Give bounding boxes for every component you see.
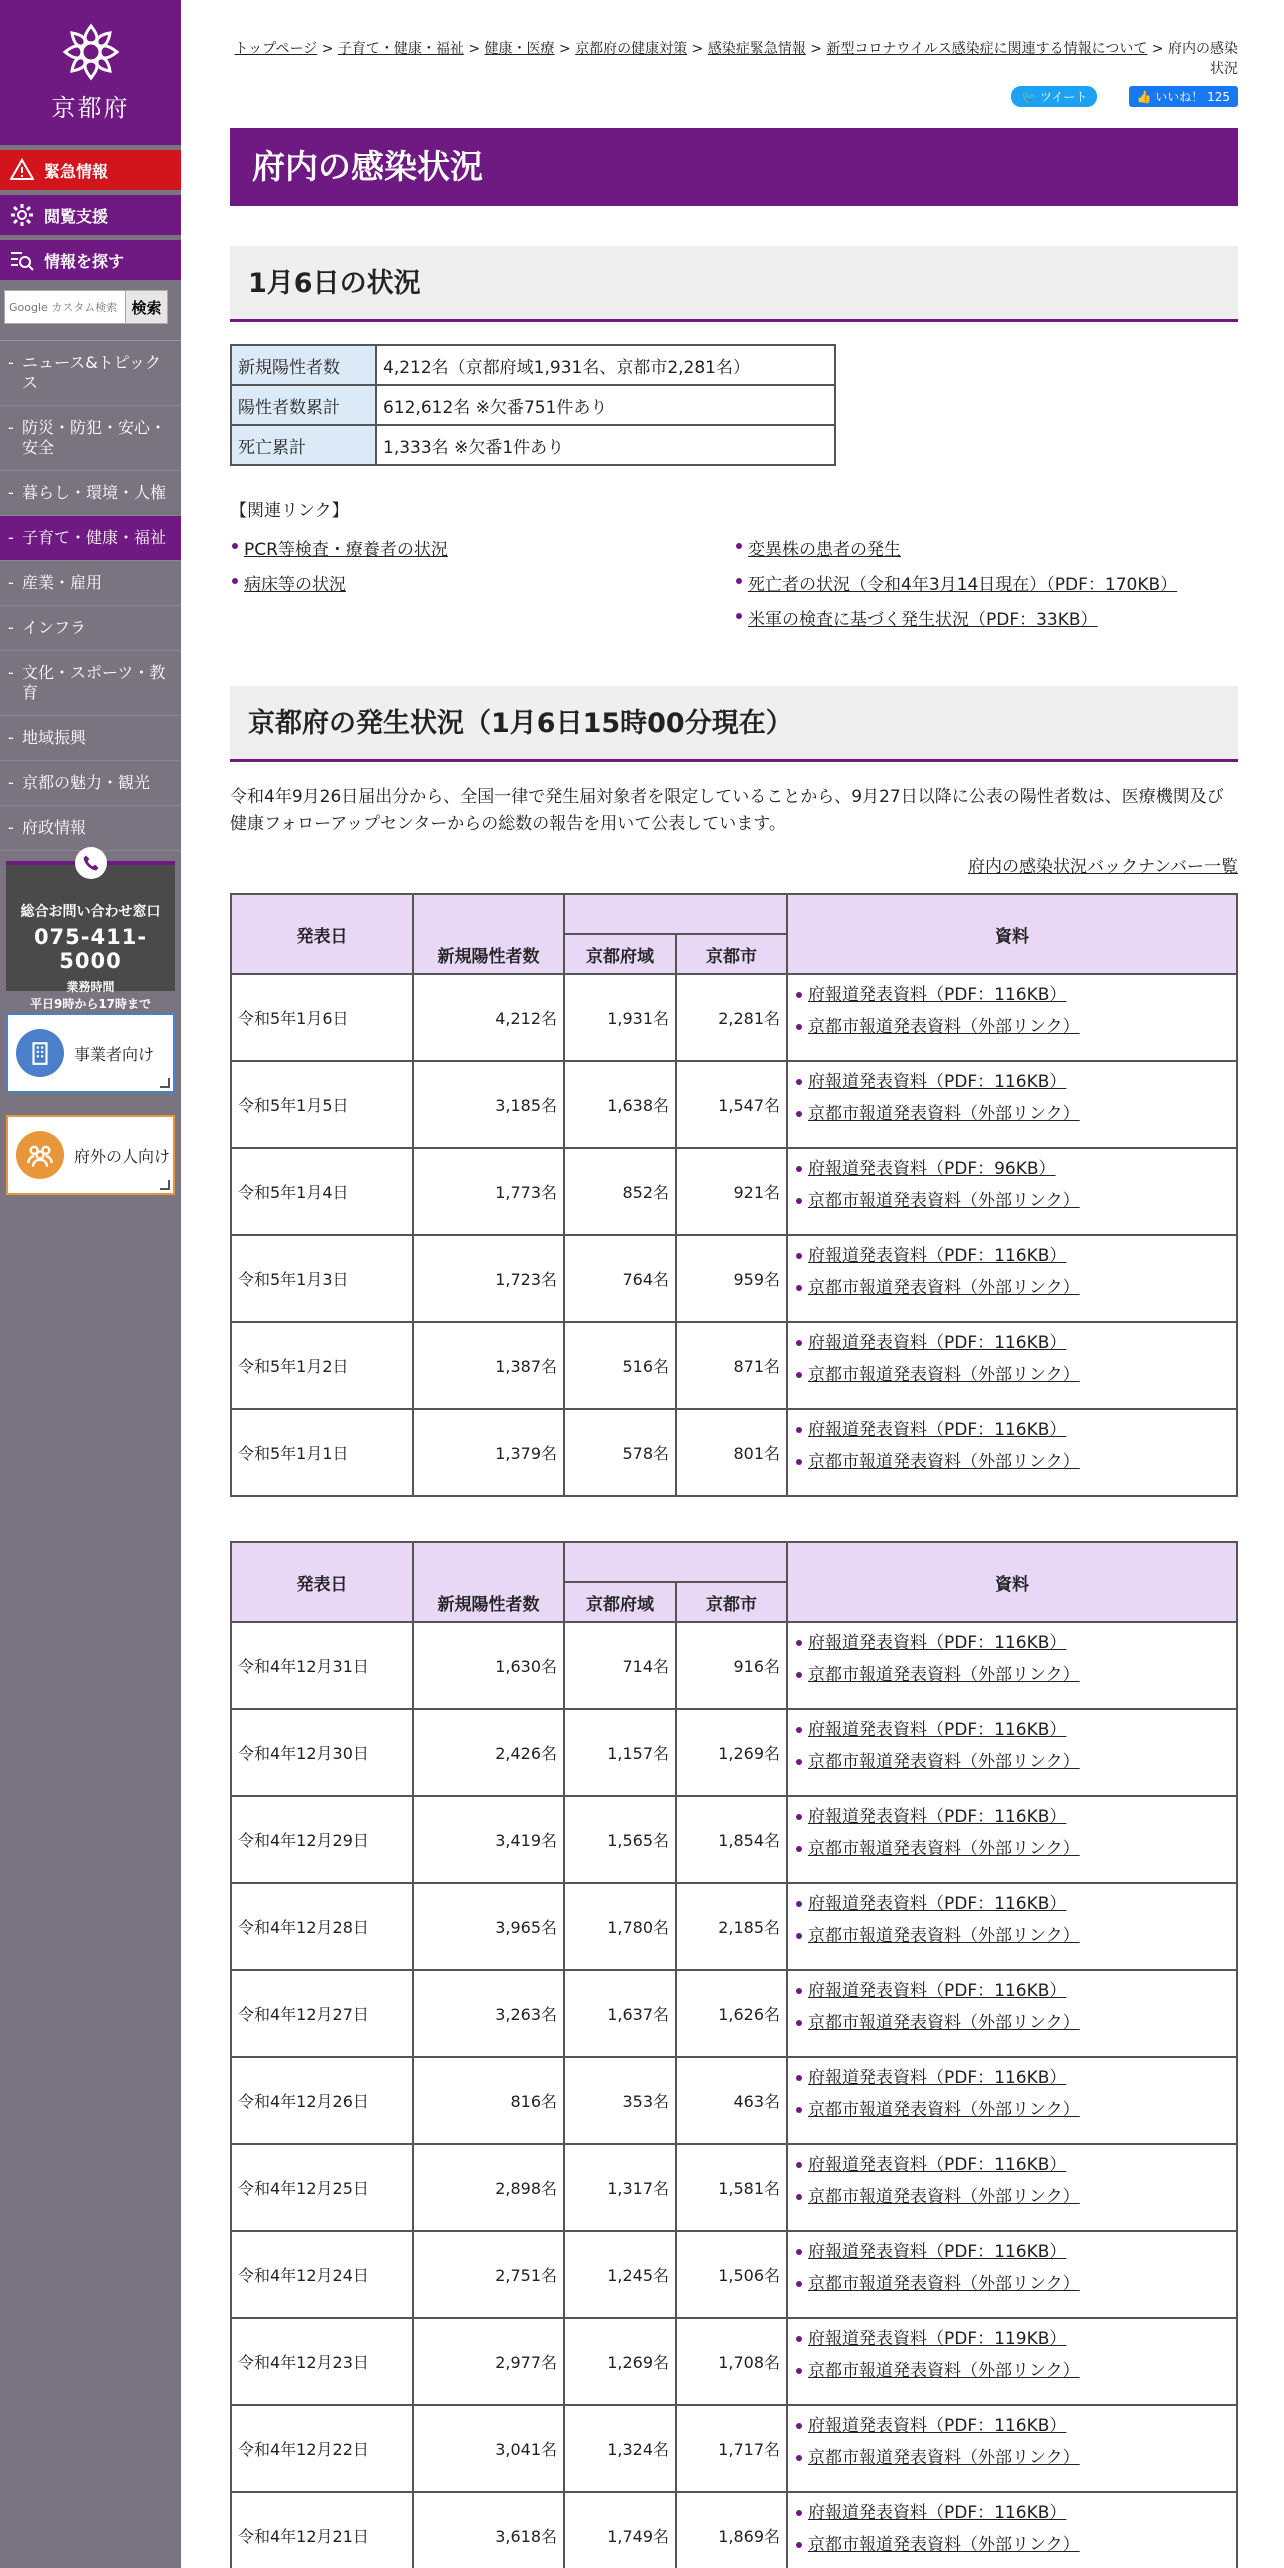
- row-date: 令和4年12月21日: [231, 2492, 413, 2568]
- header-city: 京都市: [676, 934, 787, 974]
- row-city: 916名: [676, 1622, 787, 1709]
- summary-table: [230, 344, 836, 466]
- pref-press-release-link[interactable]: 府報道発表資料（PDF：116KB）: [808, 1807, 1067, 1827]
- header-pref: 京都府域: [564, 1582, 676, 1622]
- row-date: 令和4年12月26日: [231, 2057, 413, 2144]
- table-row: [231, 1409, 1237, 1496]
- city-press-release-link[interactable]: 京都市報道発表資料（外部リンク）: [808, 2535, 1080, 2555]
- city-press-release-link[interactable]: 京都市報道発表資料（外部リンク）: [808, 1926, 1080, 1946]
- city-press-release-link[interactable]: 京都市報道発表資料（外部リンク）: [808, 1365, 1080, 1385]
- table-row: [231, 2405, 1237, 2492]
- pref-press-release-link[interactable]: 府報道発表資料（PDF：116KB）: [808, 2416, 1067, 2436]
- header-docs: 資料: [787, 894, 1237, 974]
- row-date: 令和4年12月22日: [231, 2405, 413, 2492]
- row-total: 1,387名: [413, 1322, 564, 1409]
- related-links: [230, 535, 1238, 640]
- nav-item[interactable]: - 防災・防犯・安心・安全: [0, 406, 181, 471]
- header-new: 新規陽性者数: [413, 894, 564, 974]
- table-row: [231, 1709, 1237, 1796]
- table-row: [231, 1796, 1237, 1883]
- table-row: [231, 1970, 1237, 2057]
- main-content: [230, 0, 1238, 2568]
- row-pref: 1,780名: [564, 1883, 676, 1970]
- row-docs: [787, 2492, 1237, 2568]
- emergency-label: 緊急情報: [44, 161, 109, 181]
- row-total: 4,212名: [413, 974, 564, 1061]
- row-city: 921名: [676, 1148, 787, 1235]
- row-pref: 1,638名: [564, 1061, 676, 1148]
- row-date: 令和5年1月5日: [231, 1061, 413, 1148]
- row-docs: [787, 1061, 1237, 1148]
- people-icon: [16, 1131, 64, 1179]
- row-city: 871名: [676, 1322, 787, 1409]
- city-press-release-link[interactable]: 京都市報道発表資料（外部リンク）: [808, 1104, 1080, 1124]
- search-input[interactable]: [4, 290, 126, 324]
- table-row: [231, 2492, 1237, 2568]
- nav-item-label: 地域振興: [22, 728, 87, 747]
- pref-press-release-link[interactable]: 府報道発表資料（PDF：116KB）: [808, 1633, 1067, 1653]
- table-row: [231, 1322, 1237, 1409]
- row-city: 1,854名: [676, 1796, 787, 1883]
- nav-item-label: 府政情報: [22, 818, 87, 837]
- row-docs: [787, 2405, 1237, 2492]
- row-pref: 1,324名: [564, 2405, 676, 2492]
- city-press-release-link[interactable]: 京都市報道発表資料（外部リンク）: [808, 1665, 1080, 1685]
- breadcrumb-link[interactable]: 京都府の健康対策: [575, 41, 688, 57]
- row-pref: 516名: [564, 1322, 676, 1409]
- city-press-release-link[interactable]: 京都市報道発表資料（外部リンク）: [808, 1752, 1080, 1772]
- related-links-right: [734, 535, 1238, 640]
- nav-item-label: 子育て・健康・福祉: [22, 528, 167, 547]
- pref-press-release-link[interactable]: 府報道発表資料（PDF：116KB）: [808, 2503, 1067, 2523]
- row-docs: [787, 1709, 1237, 1796]
- nav-item-label: ニュース&トピックス: [22, 353, 162, 392]
- row-pref: 714名: [564, 1622, 676, 1709]
- row-city: 2,185名: [676, 1883, 787, 1970]
- row-date: 令和5年1月2日: [231, 1322, 413, 1409]
- breadcrumb: トップページ > 子育て・健康・福祉 > 健康・医療 > 京都府の健康対策 > 感染症緊急情報 > 新型コロナウイルス感染症に関連する情報について > 府内の感染状況: [234, 41, 1238, 77]
- row-pref: 578名: [564, 1409, 676, 1496]
- nav-item[interactable]: - 子育て・健康・福祉: [0, 516, 181, 561]
- city-press-release-link[interactable]: 京都市報道発表資料（外部リンク）: [808, 1191, 1080, 1211]
- social-buttons: [230, 86, 1238, 108]
- row-docs: [787, 1796, 1237, 1883]
- row-date: 令和4年12月25日: [231, 2144, 413, 2231]
- table-row: [231, 2057, 1237, 2144]
- city-press-release-link[interactable]: 京都市報道発表資料（外部リンク）: [808, 2448, 1080, 2468]
- summary-value: 4,212名（京都府域1,931名、京都市2,281名）: [376, 345, 835, 385]
- header-pref: 京都府域: [564, 934, 676, 974]
- table-row: [231, 2318, 1237, 2405]
- occurrence-notice: 令和4年9月26日届出分から、全国一律で発生届対象者を限定していることから、9月27日以降に公表の陽性者数は、医療機関及び健康フォローアップセンターからの総数の報告を用いて公表しています。: [230, 787, 1224, 834]
- row-pref: 1,637名: [564, 1970, 676, 2057]
- kyoto-crest-icon: [61, 22, 121, 82]
- breadcrumb-link[interactable]: 感染症緊急情報: [707, 41, 806, 57]
- nav-item[interactable]: - 暮らし・環境・人権: [0, 471, 181, 516]
- row-total: 3,965名: [413, 1883, 564, 1970]
- city-press-release-link[interactable]: 京都市報道発表資料（外部リンク）: [808, 1278, 1080, 1298]
- breadcrumb-link[interactable]: 新型コロナウイルス感染症に関連する情報について: [826, 41, 1148, 57]
- page-title: 府内の感染状況: [230, 128, 1238, 206]
- nav-item-label: 防災・防犯・安心・安全: [22, 418, 167, 457]
- row-docs: [787, 2231, 1237, 2318]
- row-total: 3,185名: [413, 1061, 564, 1148]
- row-city: 1,547名: [676, 1061, 787, 1148]
- row-total: 1,379名: [413, 1409, 564, 1496]
- contact-hours-label: 業務時間: [66, 980, 115, 994]
- pref-press-release-link[interactable]: 府報道発表資料（PDF：116KB）: [808, 1720, 1067, 1740]
- row-total: 3,618名: [413, 2492, 564, 2568]
- row-total: 1,630名: [413, 1622, 564, 1709]
- header-date: 発表日: [231, 894, 413, 974]
- emergency-button[interactable]: [0, 150, 181, 190]
- browse-support-label: 閲覧支援: [44, 206, 109, 226]
- row-city: 959名: [676, 1235, 787, 1322]
- pref-press-release-link[interactable]: 府報道発表資料（PDF：116KB）: [808, 1333, 1067, 1353]
- occurrence-heading: 京都府の発生状況（1月6日15時00分現在）: [230, 686, 1238, 762]
- backnumber-link[interactable]: 府内の感染状況バックナンバー一覧: [968, 857, 1238, 877]
- related-link[interactable]: 変異株の患者の発生: [748, 540, 901, 560]
- city-press-release-link[interactable]: 京都市報道発表資料（外部リンク）: [808, 2013, 1080, 2033]
- related-link-item: [230, 570, 734, 595]
- row-total: 3,041名: [413, 2405, 564, 2492]
- pref-press-release-link[interactable]: 府報道発表資料（PDF：116KB）: [808, 2068, 1067, 2088]
- contact-title: 総合お問い合わせ窓口: [20, 904, 161, 920]
- table-row: [231, 1061, 1237, 1148]
- nav-item[interactable]: - 文化・スポーツ・教育: [0, 651, 181, 716]
- pref-press-release-link[interactable]: 府報道発表資料（PDF：116KB）: [808, 1981, 1067, 2001]
- breadcrumb-link[interactable]: トップページ: [234, 41, 318, 57]
- nav-item-label: 京都の魅力・観光: [22, 773, 151, 792]
- related-link-item: [734, 535, 1238, 560]
- row-city: 1,708名: [676, 2318, 787, 2405]
- city-press-release-link[interactable]: 京都市報道発表資料（外部リンク）: [808, 1017, 1080, 1037]
- row-city: 801名: [676, 1409, 787, 1496]
- related-link[interactable]: 病床等の状況: [244, 575, 346, 595]
- row-docs: [787, 1970, 1237, 2057]
- row-pref: 1,931名: [564, 974, 676, 1061]
- row-docs: [787, 1622, 1237, 1709]
- row-date: 令和4年12月27日: [231, 1970, 413, 2057]
- related-link-item: [230, 535, 734, 560]
- row-city: 2,281名: [676, 974, 787, 1061]
- row-pref: 1,269名: [564, 2318, 676, 2405]
- like-button[interactable]: 👍 いいね！ 125: [1129, 86, 1239, 107]
- row-date: 令和5年1月3日: [231, 1235, 413, 1322]
- row-docs: [787, 974, 1237, 1061]
- row-pref: 1,157名: [564, 1709, 676, 1796]
- contact-tel[interactable]: 075-411-5000: [33, 925, 148, 973]
- summary-value: 1,333名 ※欠番1件あり: [376, 425, 835, 465]
- nav-item[interactable]: - ニュース&トピックス: [0, 341, 181, 406]
- row-date: 令和4年12月31日: [231, 1622, 413, 1709]
- city-press-release-link[interactable]: 京都市報道発表資料（外部リンク）: [808, 2361, 1080, 2381]
- summary-row: [231, 385, 835, 425]
- visitor-target-label: 府外の人向け: [74, 1146, 171, 1166]
- table-row: [231, 974, 1237, 1061]
- row-city: 1,581名: [676, 2144, 787, 2231]
- search-button[interactable]: 検索: [126, 290, 168, 324]
- related-link[interactable]: 死亡者の状況（令和4年3月14日現在）（PDF：170KB）: [748, 575, 1178, 595]
- nav-item[interactable]: - 京都の魅力・観光: [0, 761, 181, 806]
- row-date: 令和4年12月28日: [231, 1883, 413, 1970]
- row-total: 816名: [413, 2057, 564, 2144]
- pref-press-release-link[interactable]: 府報道発表資料（PDF：96KB）: [808, 1159, 1056, 1179]
- related-link[interactable]: PCR等検査・療養者の状況: [244, 540, 448, 560]
- find-info-label: 情報を探す: [44, 251, 125, 271]
- nav-item[interactable]: - 産業・雇用: [0, 561, 181, 606]
- contact-box: [6, 861, 175, 1011]
- phone-icon: [75, 847, 107, 879]
- row-city: 1,869名: [676, 2492, 787, 2568]
- row-city: 1,626名: [676, 1970, 787, 2057]
- related-link-item: [734, 605, 1238, 630]
- pref-press-release-link[interactable]: 府報道発表資料（PDF：116KB）: [808, 1072, 1067, 1092]
- header-city: 京都市: [676, 1582, 787, 1622]
- row-pref: 1,749名: [564, 2492, 676, 2568]
- row-date: 令和5年1月4日: [231, 1148, 413, 1235]
- pref-press-release-link[interactable]: 府報道発表資料（PDF：116KB）: [808, 1420, 1067, 1440]
- summary-value: 612,612名 ※欠番751件あり: [376, 385, 835, 425]
- business-target-label: 事業者向け: [74, 1044, 155, 1064]
- sidebar: [0, 0, 181, 2568]
- occurrence-table: [230, 1541, 1238, 2568]
- pref-press-release-link[interactable]: 府報道発表資料（PDF：116KB）: [808, 1246, 1067, 1266]
- related-links-left: [230, 535, 734, 640]
- pref-press-release-link[interactable]: 府報道発表資料（PDF：119KB）: [808, 2329, 1067, 2349]
- table-row: [231, 1622, 1237, 1709]
- row-pref: 353名: [564, 2057, 676, 2144]
- table-row: [231, 2231, 1237, 2318]
- table-row: [231, 1148, 1237, 1235]
- row-docs: [787, 2318, 1237, 2405]
- row-total: 2,898名: [413, 2144, 564, 2231]
- nav-item[interactable]: - 府政情報: [0, 806, 181, 851]
- row-docs: [787, 1322, 1237, 1409]
- browse-support-button[interactable]: [0, 195, 181, 235]
- logo-text: 京都府: [51, 94, 130, 122]
- occurrence-table: [230, 893, 1238, 1497]
- row-docs: [787, 1235, 1237, 1322]
- row-pref: 852名: [564, 1148, 676, 1235]
- category-nav: [0, 340, 181, 851]
- city-press-release-link[interactable]: 京都市報道発表資料（外部リンク）: [808, 2274, 1080, 2294]
- row-pref: 1,317名: [564, 2144, 676, 2231]
- visitor-target-link[interactable]: [6, 1115, 175, 1195]
- related-links-title: 【関連リンク】: [230, 501, 349, 521]
- building-icon: [16, 1029, 64, 1077]
- summary-row: [231, 345, 835, 385]
- row-city: 1,506名: [676, 2231, 787, 2318]
- row-date: 令和4年12月30日: [231, 1709, 413, 1796]
- row-pref: 1,565名: [564, 1796, 676, 1883]
- nav-item-label: インフラ: [22, 618, 87, 637]
- table-row: [231, 1883, 1237, 1970]
- row-date: 令和5年1月1日: [231, 1409, 413, 1496]
- summary-label: 陽性者数累計: [231, 385, 376, 425]
- related-link-item: [734, 570, 1238, 595]
- like-label: いいね！ 125: [1155, 90, 1230, 104]
- header-date: 発表日: [231, 1542, 413, 1622]
- row-total: 2,426名: [413, 1709, 564, 1796]
- row-total: 3,263名: [413, 1970, 564, 2057]
- contact-hours: 平日9時から17時まで: [29, 997, 152, 1011]
- row-total: 1,773名: [413, 1148, 564, 1235]
- row-total: 1,723名: [413, 1235, 564, 1322]
- pref-press-release-link[interactable]: 府報道発表資料（PDF：116KB）: [808, 2242, 1067, 2262]
- row-date: 令和4年12月29日: [231, 1796, 413, 1883]
- breadcrumb-link[interactable]: 健康・医療: [484, 41, 555, 57]
- warning-icon: [10, 158, 34, 182]
- row-docs: [787, 1148, 1237, 1235]
- table-row: [231, 1235, 1237, 1322]
- row-docs: [787, 1883, 1237, 1970]
- row-docs: [787, 2144, 1237, 2231]
- row-city: 1,717名: [676, 2405, 787, 2492]
- nav-item-label: 文化・スポーツ・教育: [22, 663, 166, 702]
- city-press-release-link[interactable]: 京都市報道発表資料（外部リンク）: [808, 1452, 1080, 1472]
- business-target-link[interactable]: [6, 1013, 175, 1093]
- city-press-release-link[interactable]: 京都市報道発表資料（外部リンク）: [808, 2100, 1080, 2120]
- row-pref: 764名: [564, 1235, 676, 1322]
- summary-label: 死亡累計: [231, 425, 376, 465]
- row-total: 2,977名: [413, 2318, 564, 2405]
- pref-press-release-link[interactable]: 府報道発表資料（PDF：116KB）: [808, 985, 1067, 1005]
- summary-label: 新規陽性者数: [231, 345, 376, 385]
- search-list-icon: [10, 248, 34, 272]
- find-info-button[interactable]: [0, 240, 181, 280]
- row-docs: [787, 1409, 1237, 1496]
- row-total: 2,751名: [413, 2231, 564, 2318]
- row-city: 463名: [676, 2057, 787, 2144]
- nav-item-label: 産業・雇用: [22, 573, 103, 592]
- row-total: 3,419名: [413, 1796, 564, 1883]
- tweet-button[interactable]: 🐦 ツイート: [1011, 86, 1097, 107]
- row-date: 令和4年12月23日: [231, 2318, 413, 2405]
- site-search: [4, 290, 177, 324]
- breadcrumb-link[interactable]: 子育て・健康・福祉: [337, 41, 464, 57]
- header-docs: 資料: [787, 1542, 1237, 1622]
- pref-press-release-link[interactable]: 府報道発表資料（PDF：116KB）: [808, 1894, 1067, 1914]
- pref-press-release-link[interactable]: 府報道発表資料（PDF：116KB）: [808, 2155, 1067, 2175]
- row-pref: 1,245名: [564, 2231, 676, 2318]
- summary-heading: 1月6日の状況: [230, 246, 1238, 322]
- table-row: [231, 2144, 1237, 2231]
- site-logo[interactable]: [0, 0, 181, 145]
- row-city: 1,269名: [676, 1709, 787, 1796]
- row-date: 令和4年12月24日: [231, 2231, 413, 2318]
- row-docs: [787, 2057, 1237, 2144]
- gear-icon: [10, 203, 34, 227]
- summary-row: [231, 425, 835, 465]
- city-press-release-link[interactable]: 京都市報道発表資料（外部リンク）: [808, 2187, 1080, 2207]
- breadcrumb-current: 府内の感染状況: [1168, 41, 1238, 77]
- tweet-label: ツイート: [1040, 90, 1088, 104]
- related-link[interactable]: 米軍の検査に基づく発生状況（PDF：33KB）: [748, 610, 1098, 630]
- nav-item[interactable]: - インフラ: [0, 606, 181, 651]
- nav-item-label: 暮らし・環境・人権: [22, 483, 167, 502]
- city-press-release-link[interactable]: 京都市報道発表資料（外部リンク）: [808, 1839, 1080, 1859]
- header-new: 新規陽性者数: [413, 1542, 564, 1622]
- row-date: 令和5年1月6日: [231, 974, 413, 1061]
- nav-item[interactable]: - 地域振興: [0, 716, 181, 761]
